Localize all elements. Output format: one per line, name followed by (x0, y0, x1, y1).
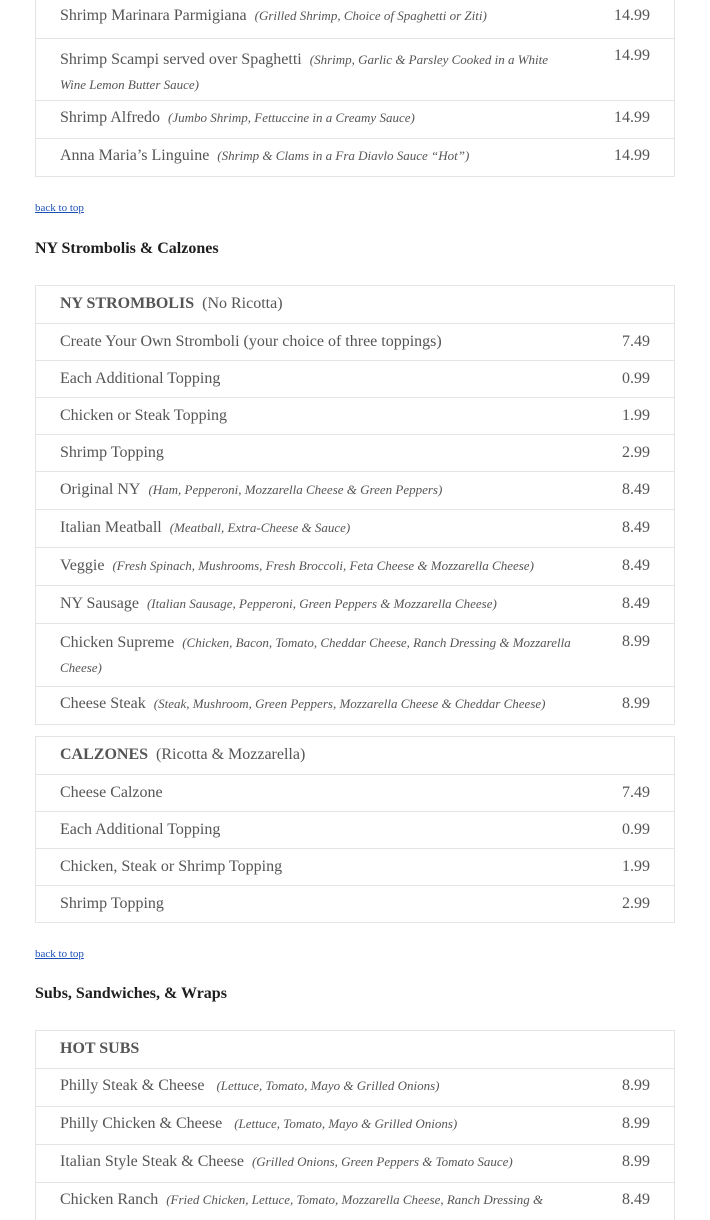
section-title-subs: Subs, Sandwiches, & Wraps (35, 985, 227, 1002)
item-name: Shrimp Marinara Parmigiana (60, 7, 247, 24)
menu-row (36, 509, 674, 547)
table-header-row (36, 286, 674, 323)
item-name: Veggie (60, 557, 105, 574)
menu-row (36, 0, 674, 38)
item-description: (Grilled Shrimp, Choice of Spaghetti or Ziti) (254, 8, 487, 23)
item-name: Shrimp Topping (60, 444, 164, 461)
menu-row (36, 623, 674, 686)
item-price: 7.49 (622, 784, 650, 801)
item-name: Create Your Own Stromboli (your choice of three toppings) (60, 333, 442, 350)
item-price: 14.99 (614, 109, 650, 126)
back-to-top-link[interactable]: back to top (35, 202, 84, 214)
category-heading: HOT SUBS (60, 1040, 140, 1057)
section-title-strombolis: NY Strombolis & Calzones (35, 240, 219, 257)
menu-row (36, 397, 674, 434)
menu-row (36, 585, 674, 623)
item-price: 2.99 (622, 895, 650, 912)
item-price: 8.99 (622, 1115, 650, 1132)
item-price: 8.99 (622, 1153, 650, 1170)
item-name: NY Sausage (60, 595, 139, 612)
menu-row (36, 848, 674, 885)
item-price: 8.99 (622, 695, 650, 712)
menu-row (36, 323, 674, 360)
menu-row (36, 1068, 674, 1106)
menu-row (36, 434, 674, 471)
item-price: 8.49 (622, 557, 650, 574)
menu-row (36, 686, 674, 724)
menu-row (36, 360, 674, 397)
item-price: 8.49 (622, 595, 650, 612)
menu-row (36, 100, 674, 138)
item-price: 8.99 (622, 633, 650, 650)
item-description: (Shrimp & Clams in a Fra Diavlo Sauce “Hot”) (217, 148, 470, 163)
item-name: Chicken Supreme (60, 634, 175, 651)
item-description: (Jumbo Shrimp, Fettuccine in a Creamy Sauce) (168, 110, 415, 125)
item-name: Italian Style Steak & Cheese (60, 1153, 244, 1170)
item-price: 8.49 (622, 1191, 650, 1208)
item-name: Anna Maria’s Linguine (60, 147, 210, 164)
item-name: Chicken or Steak Topping (60, 407, 228, 424)
item-price: 8.99 (622, 1077, 650, 1094)
category-heading: CALZONES (60, 746, 149, 763)
item-description: (Lettuce, Tomato, Mayo & Grilled Onions) (234, 1116, 458, 1131)
item-price: 2.99 (622, 444, 650, 461)
table-header-row (36, 737, 674, 774)
item-name: Cheese Calzone (60, 784, 163, 801)
menu-row (36, 547, 674, 585)
item-description: (Steak, Mushroom, Green Peppers, Mozzarella Cheese & Cheddar Cheese) (153, 696, 546, 711)
item-description: (Ham, Pepperoni, Mozzarella Cheese & Green Peppers) (148, 482, 443, 497)
menu-row (36, 811, 674, 848)
item-name: Each Additional Topping (60, 370, 221, 387)
category-note: (Ricotta & Mozzarella) (156, 746, 306, 763)
item-price: 7.49 (622, 333, 650, 350)
item-price: 14.99 (614, 47, 650, 64)
item-price: 1.99 (622, 858, 650, 875)
hot-subs-table (35, 1030, 675, 1220)
shrimp-pasta-table (35, 0, 675, 177)
item-name: Italian Meatball (60, 519, 162, 536)
menu-row (36, 1106, 674, 1144)
back-to-top-link[interactable]: back to top (35, 948, 84, 960)
item-name: Cheese Steak (60, 695, 146, 712)
item-description: (Grilled Onions, Green Peppers & Tomato Sauce) (251, 1154, 513, 1169)
item-name: Shrimp Topping (60, 895, 164, 912)
item-price: 0.99 (622, 370, 650, 387)
item-description: (Shrimp, Garlic & Parsley Cooked in a White Wine Lemon Butter Sauce) (60, 52, 549, 92)
item-name: Shrimp Alfredo (60, 109, 160, 126)
item-name: Original NY (60, 481, 141, 498)
menu-row (36, 471, 674, 509)
item-name: Philly Chicken & Cheese (60, 1115, 223, 1132)
item-price: 14.99 (614, 7, 650, 24)
category-heading: NY STROMBOLIS (60, 295, 195, 312)
item-price: 8.49 (622, 481, 650, 498)
menu-row (36, 774, 674, 811)
item-price: 1.99 (622, 407, 650, 424)
item-price: 0.99 (622, 821, 650, 838)
item-name: Shrimp Scampi served over Spaghetti (60, 51, 302, 68)
item-description: (Meatball, Extra-Cheese & Sauce) (169, 520, 351, 535)
item-description: (Italian Sausage, Pepperoni, Green Peppers & Mozzarella Cheese) (146, 596, 497, 611)
menu-row (36, 885, 674, 922)
table-header-row (36, 1031, 674, 1068)
category-note: (No Ricotta) (202, 295, 283, 312)
item-price: 14.99 (614, 147, 650, 164)
item-name: Chicken Ranch (60, 1191, 159, 1208)
menu-row (36, 1144, 674, 1182)
item-description: (Fresh Spinach, Mushrooms, Fresh Broccoli, Feta Cheese & Mozzarella Cheese) (112, 558, 534, 573)
item-name: Philly Steak & Cheese (60, 1077, 205, 1094)
item-name: Chicken, Steak or Shrimp Topping (60, 858, 283, 875)
item-description: (Fried Chicken, Lettuce, Tomato, Mozzarella Cheese, Ranch Dressing & (166, 1192, 544, 1207)
item-price: 8.49 (622, 519, 650, 536)
menu-row (36, 38, 674, 100)
menu-row (36, 138, 674, 176)
item-name: Each Additional Topping (60, 821, 221, 838)
calzone-table (35, 736, 675, 923)
stromboli-table (35, 285, 675, 725)
item-description: (Chicken, Bacon, Tomato, Cheddar Cheese, Ranch Dressing & Mozzarella Cheese) (60, 635, 571, 675)
item-description: (Lettuce, Tomato, Mayo & Grilled Onions) (216, 1078, 440, 1093)
menu-row (36, 1182, 674, 1220)
